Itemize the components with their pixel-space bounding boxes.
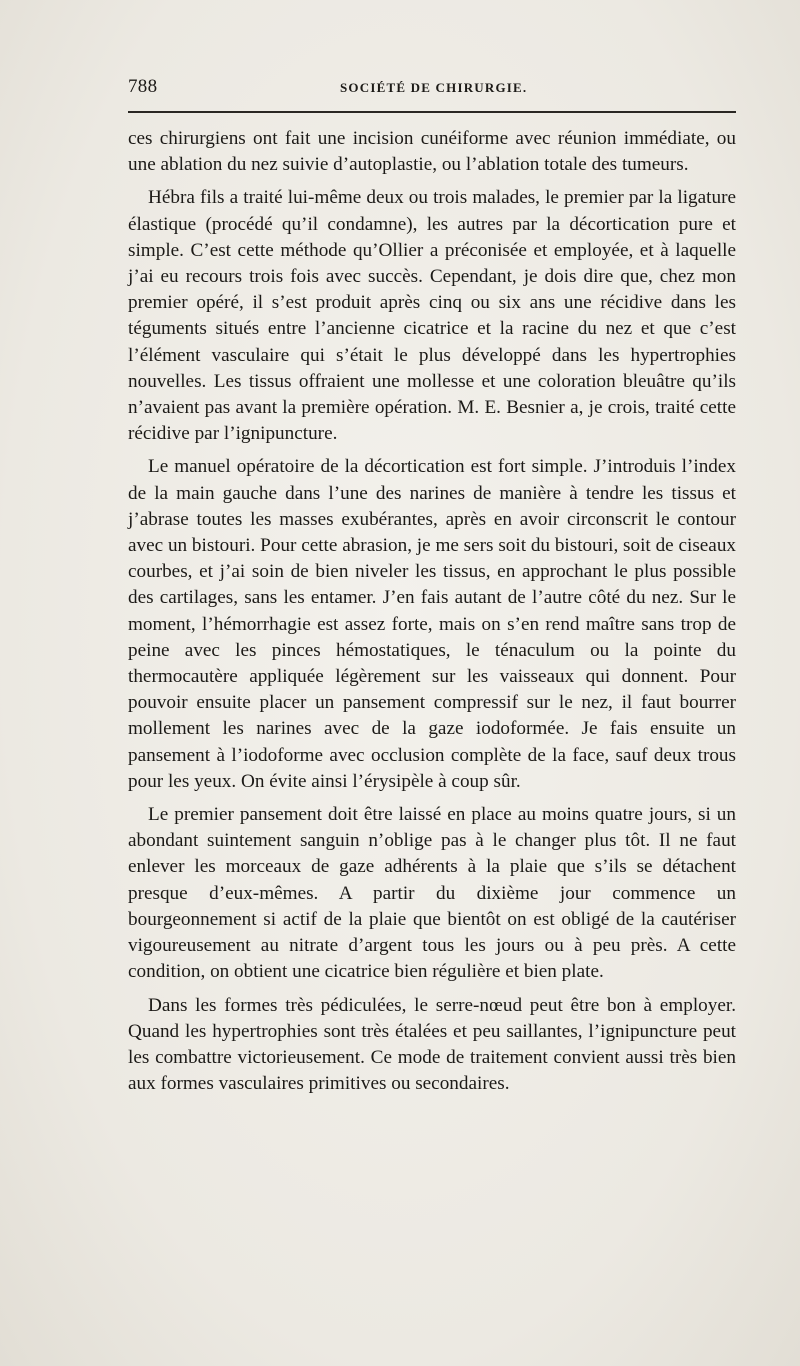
header-rule xyxy=(128,111,736,113)
page-number: 788 xyxy=(128,76,158,97)
running-head: SOCIÉTÉ DE CHIRURGIE. xyxy=(340,80,528,95)
paragraph-3: Le manuel opératoire de la décortication est fort simple. J’introduis l’index de la main gauche dans l’une des narines de manière à tendre les tissus et j’abrase toutes les masses exubérantes, après en avoir circonscrit le contour avec un bistouri. Pour cette abrasion, je me sers soit du bistouri, soit de ciseaux courbes, et j’ai soin de bien niveler les tissus, en approchant le plus possible des cartilages, sans les entamer. J’en fais autant de l’autre côté du nez. Sur le moment, l’hémorrhagie est assez forte, mais on s’en rend maître sans trop de peine avec les pinces hémostatiques, le ténaculum ou la pointe du thermocautère appliquée légèrement sur les vaisseaux qui donnent. Pour pouvoir ensuite placer un pansement compressif sur le nez, il faut bourrer mollement les narines avec de la gaze iodoformée. Je fais ensuite un pansement à l’iodoforme avec occlusion complète de la face, sauf deux trous pour les yeux. On évite ainsi l’érysipèle à coup sûr. xyxy=(128,456,737,792)
body-text xyxy=(128,126,736,1104)
page-header xyxy=(128,74,736,102)
paragraph-5: Dans les formes très pédiculées, le serre-nœud peut être bon à employer. Quand les hypertrophies sont très étalées et peu saillantes, l’ignipuncture peut les combattre victorieusement. Ce mode de traitement convient aussi très bien aux formes vasculaires primitives ou secondaires. xyxy=(128,994,736,1095)
paragraph-1: ces chirurgiens ont fait une incision cunéiforme avec réunion immédiate, ou une ablation du nez suivie d’autoplastie, ou l’ablation totale des tumeurs. xyxy=(128,128,736,176)
paragraph-2: Hébra fils a traité lui-même deux ou trois malades, le premier par la ligature élastique (procédé qu’il condamne), les autres par la décortication pure et simple. C’est cette méthode qu’Ollier a préconisée et employée, et à laquelle j’ai eu recours trois fois avec succès. Cependant, je dois dire que, chez mon premier opéré, il s’est produit après cinq ou six ans une récidive dans les téguments situés entre l’ancienne cicatrice et la racine du nez et que c’est l’élément vasculaire qui s’était le plus développé dans les hypertrophies nouvelles. Les tissus offraient une mollesse et une coloration bleuâtre qu’ils n’avaient pas avant la première opération. M. E. Besnier a, je crois, traité cette récidive par l’ignipuncture. xyxy=(128,187,736,445)
paragraph-4: Le premier pansement doit être laissé en place au moins quatre jours, si un abondant suintement sanguin n’oblige pas à le changer plus tôt. Il ne faut enlever les morceaux de gaze adhérents à la plaie que s’ils se détachent presque d’eux-mêmes. A partir du dixième jour commence un bourgeonnement si actif de la plaie que bientôt on est obligé de la cautériser vigoureusement au nitrate d’argent tous les jours ou à peu près. A cette condition, on obtient une cicatrice bien régulière et bien plate. xyxy=(128,804,736,983)
